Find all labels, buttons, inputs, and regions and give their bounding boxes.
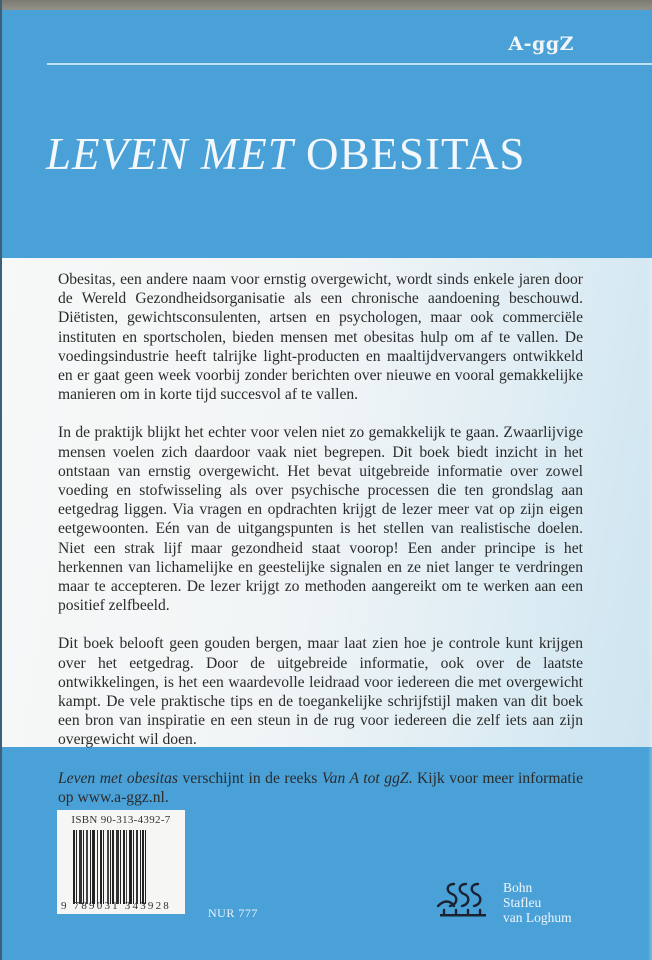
blurb-paragraph-1: Obesitas, een andere naam voor ernstig overgewicht, wordt sinds enkele jaren door de Wereld Gezondheidsorganisatie als een chronische aandoening beschouwd. Diëtisten, gewichtsconsulenten, artsen en psychologen, maar ook commerciële instituten en sportscholen, bieden mensen met obesitas hulp om af te vallen. De voedingsindustrie heeft talrijke light-producten en maaltijdvervangers ontwikkeld en er gaat geen week voorbij zonder berichten over nieuwe en vooral gemakkelijke manieren om in korte tijd succesvol af te vallen. <box>58 271 583 404</box>
series-note-middle: verschijnt in de reeks <box>177 769 322 787</box>
series-note <box>58 769 583 807</box>
header-rule <box>47 63 652 65</box>
blurb-paragraph-2: In de praktijk blijkt het echter voor velen niet zo gemakkelijk te gaan. Zwaarlijvige mensen voelen zich daardoor vaak niet begrepen. Dit boek biedt inzicht in het ontstaan van ernstig overgewicht. Het bevat uitgebreide informatie over zowel voeding en stofwisseling als over psychische processen die ten grondslag aan eetgedrag liggen. Via vragen en opdrachten krijgt de lezer meer vat op zijn eigen eetgewoonten. Eén van de uitgangspunten is het stellen van realistische doelen. Niet een strak lijf maar gezondheid staat voorop! Een ander principe is het herkennen van lichamelijke en geestelijke signalen en ze niet langer te verdringen maar te accepteren. De lezer krijgt zo methoden aangereikt om te werken aan een positief zelfbeeld. <box>58 424 583 615</box>
book-title <box>46 128 525 180</box>
publisher-name <box>503 880 572 925</box>
title-upright-part: OBESITAS <box>306 129 526 179</box>
blurb-paragraph-3: Dit boek belooft geen gouden bergen, maar laat zien hoe je controle kunt krijgen over het eetgedrag. Door de uitgebreide informatie, ook over de laatste ontwikkelingen, is het een waardevolle leidraad voor iedereen die met overgewicht kampt. De vele praktische tips en de toegankelijke schrijfstijl maken van dit boek een bron van inspiratie en een steun in de rug voor iedereen die zelf iets aan zijn overgewicht wil doen. <box>58 635 583 749</box>
series-note-series: Van A tot ggZ <box>321 769 409 787</box>
series-note-end: . Kijk voor meer informatie op www.a-ggz.nl. <box>58 769 583 806</box>
nur-code: NUR 777 <box>208 906 258 920</box>
series-label: A-ggZ <box>508 33 574 55</box>
three-swans-logo-icon <box>436 880 488 920</box>
publisher-line-2: Stafleu <box>503 895 542 910</box>
edge-highlight <box>648 258 652 960</box>
series-note-book-title: Leven met obesitas <box>58 769 178 787</box>
title-italic-part: LEVEN MET <box>46 129 294 179</box>
ean-digits: 9 789031 343928 <box>61 900 171 912</box>
publisher-line-1: Bohn <box>503 880 533 895</box>
publisher-line-3: van Loghum <box>503 910 572 925</box>
blurb-text <box>58 270 583 826</box>
isbn-label: ISBN 90-313-4392-7 <box>71 814 171 826</box>
isbn-barcode <box>57 810 185 914</box>
barcode-bars <box>73 830 173 904</box>
